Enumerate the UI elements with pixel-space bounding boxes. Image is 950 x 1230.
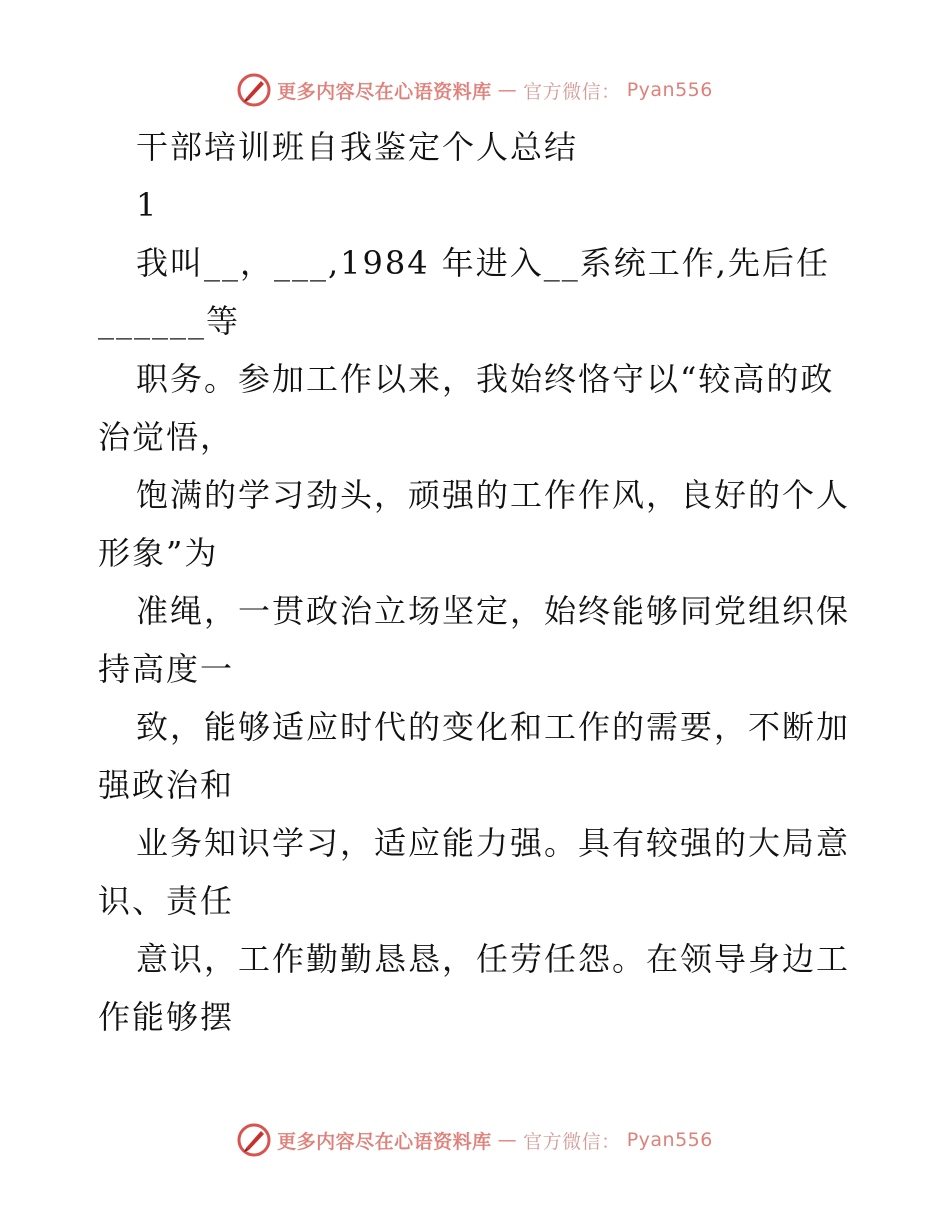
text-line: 识、责任 bbox=[98, 882, 235, 920]
watermark-id-text: Pyan556 bbox=[626, 79, 713, 101]
document-body bbox=[98, 118, 858, 1046]
watermark-id-text: Pyan556 bbox=[626, 1129, 713, 1151]
watermark-main-text: 更多内容尽在心语资料库 bbox=[277, 80, 492, 103]
text-line: 作能够摆 bbox=[98, 998, 235, 1036]
watermark-main-text: 更多内容尽在心语资料库 bbox=[277, 1130, 492, 1153]
text-line: 饱满的学习劲头，顽强的工作作风，良好的个人 bbox=[136, 476, 851, 514]
watermark-sub-text: 官方微信： bbox=[523, 80, 621, 103]
text-line: 持高度一 bbox=[98, 650, 235, 688]
text-line: 职务。参加工作以来，我始终恪守以“较高的政 bbox=[136, 360, 835, 398]
text-line: 意识，工作勤勤恳恳，任劳任怨。在领导身边工 bbox=[136, 940, 851, 978]
text-line: 我叫__，___,1984 年进入__系统工作,先后任 bbox=[136, 244, 830, 282]
watermark-separator: — bbox=[497, 79, 518, 101]
text-line: 强政治和 bbox=[98, 766, 235, 804]
quill-pen-logo-icon bbox=[237, 73, 271, 107]
watermark-separator: — bbox=[497, 1129, 518, 1151]
footer-watermark bbox=[0, 1120, 950, 1160]
text-line: ______等 bbox=[98, 302, 241, 340]
text-line: 致，能够适应时代的变化和工作的需要，不断加 bbox=[136, 708, 851, 746]
text-line: 治觉悟， bbox=[98, 418, 235, 456]
quill-pen-logo-icon bbox=[237, 1123, 271, 1157]
text-line: 准绳，一贯政治立场坚定，始终能够同党组织保 bbox=[136, 592, 851, 630]
text-line: 形象”为 bbox=[98, 534, 219, 572]
text-line: 业务知识学习，适应能力强。具有较强的大局意 bbox=[136, 824, 851, 862]
document-title: 干部培训班自我鉴定个人总结 bbox=[136, 128, 579, 166]
watermark-sub-text: 官方微信： bbox=[523, 1130, 621, 1153]
text-line: 1 bbox=[136, 186, 159, 224]
header-watermark bbox=[0, 70, 950, 110]
